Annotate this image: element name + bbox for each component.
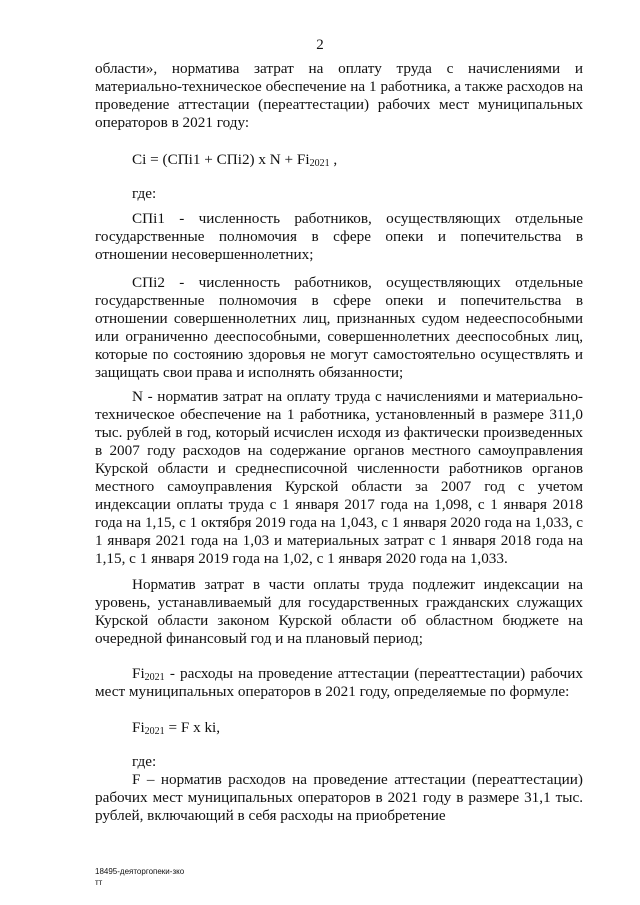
formula-fi-subscript: 2021 <box>144 726 165 737</box>
paragraph-n: N - норматив затрат на оплату труда с начислениями и материально-техническое обеспечение на 1 работника, установленный в размере 311,0 тыс. рублей в год, который исчислен исходя из фактически произведенных в 2007 году расходов на содержание органов местного самоуправления Курской области и среднесписочной численности работников органов местного самоуправления Курской области за 2007 год с учетом индексации оплаты труда с 1 января 2017 года на 1,098, с 1 января 2018 года на 1,15, с 1 октября 2019 года на 1,043, с 1 января 2020 года на 1,033, с 1 января 2021 года на 1,03 и материальных затрат с 1 января 2018 года на 1,15, с 1 января 2019 года на 1,02, с 1 января 2020 года на 1,033. <box>95 388 583 567</box>
paragraph-f: F – норматив расходов на проведение аттестации (переаттестации) рабочих мест муниципальных операторов в 2021 году в размере 31,1 тыс. рублей, включающий в себя расходы на приобретение <box>95 771 583 824</box>
fi-lead: Fi <box>132 665 145 682</box>
paragraph-fi <box>95 665 583 701</box>
formula-ci-tail: , <box>329 151 338 168</box>
footer-initials: тт <box>95 878 103 887</box>
where-label-2: где: <box>132 753 157 770</box>
formula-ci-subscript: 2021 <box>309 158 330 169</box>
formula-fi-rest: = F x ki, <box>164 719 221 736</box>
formula-ci <box>132 151 337 169</box>
formula-ci-main: Ci = (СПi1 + СПi2) x N + Fi <box>132 151 310 168</box>
where-label-1: где: <box>132 185 157 202</box>
footer-code: 18495-деяторгопеки-зко <box>95 867 185 876</box>
page-number: 2 <box>316 37 324 53</box>
fi-subscript: 2021 <box>144 672 165 683</box>
fi-rest: - расходы на проведение аттестации (переаттестации) рабочих мест муниципальных операторов в 2021 году, определяемые по формуле: <box>95 665 583 700</box>
paragraph-spi2: СПi2 - численность работников, осуществляющих отдельные государственные полномочия в сфере опеки и попечительства в отношении совершеннолетних лиц, признанных судом недееспособными или ограниченно дееспособными, совершеннолетних дееспособных лиц, которые по состоянию здоровья не могут самостоятельно осуществлять и защищать свои права и исполнять обязанности; <box>95 274 583 381</box>
document-footer <box>95 866 184 888</box>
paragraph-intro: области», норматива затрат на оплату труда с начислениями и материально-техническое обеспечение на 1 работника, а также расходов на проведение аттестации (переаттестации) рабочих мест муниципальных операторов в 2021 году: <box>95 60 583 131</box>
formula-fi-lead: Fi <box>132 719 145 736</box>
formula-fi <box>132 719 220 737</box>
paragraph-spi1: СПi1 - численность работников, осуществляющих отдельные государственные полномочия в сфере опеки и попечительства в отношении несовершеннолетних; <box>95 210 583 263</box>
paragraph-norm: Норматив затрат в части оплаты труда подлежит индексации на уровень, устанавливаемый для государственных гражданских служащих Курской области законом Курской области об областном бюджете на очередной финансовый год и на плановый период; <box>95 576 583 647</box>
